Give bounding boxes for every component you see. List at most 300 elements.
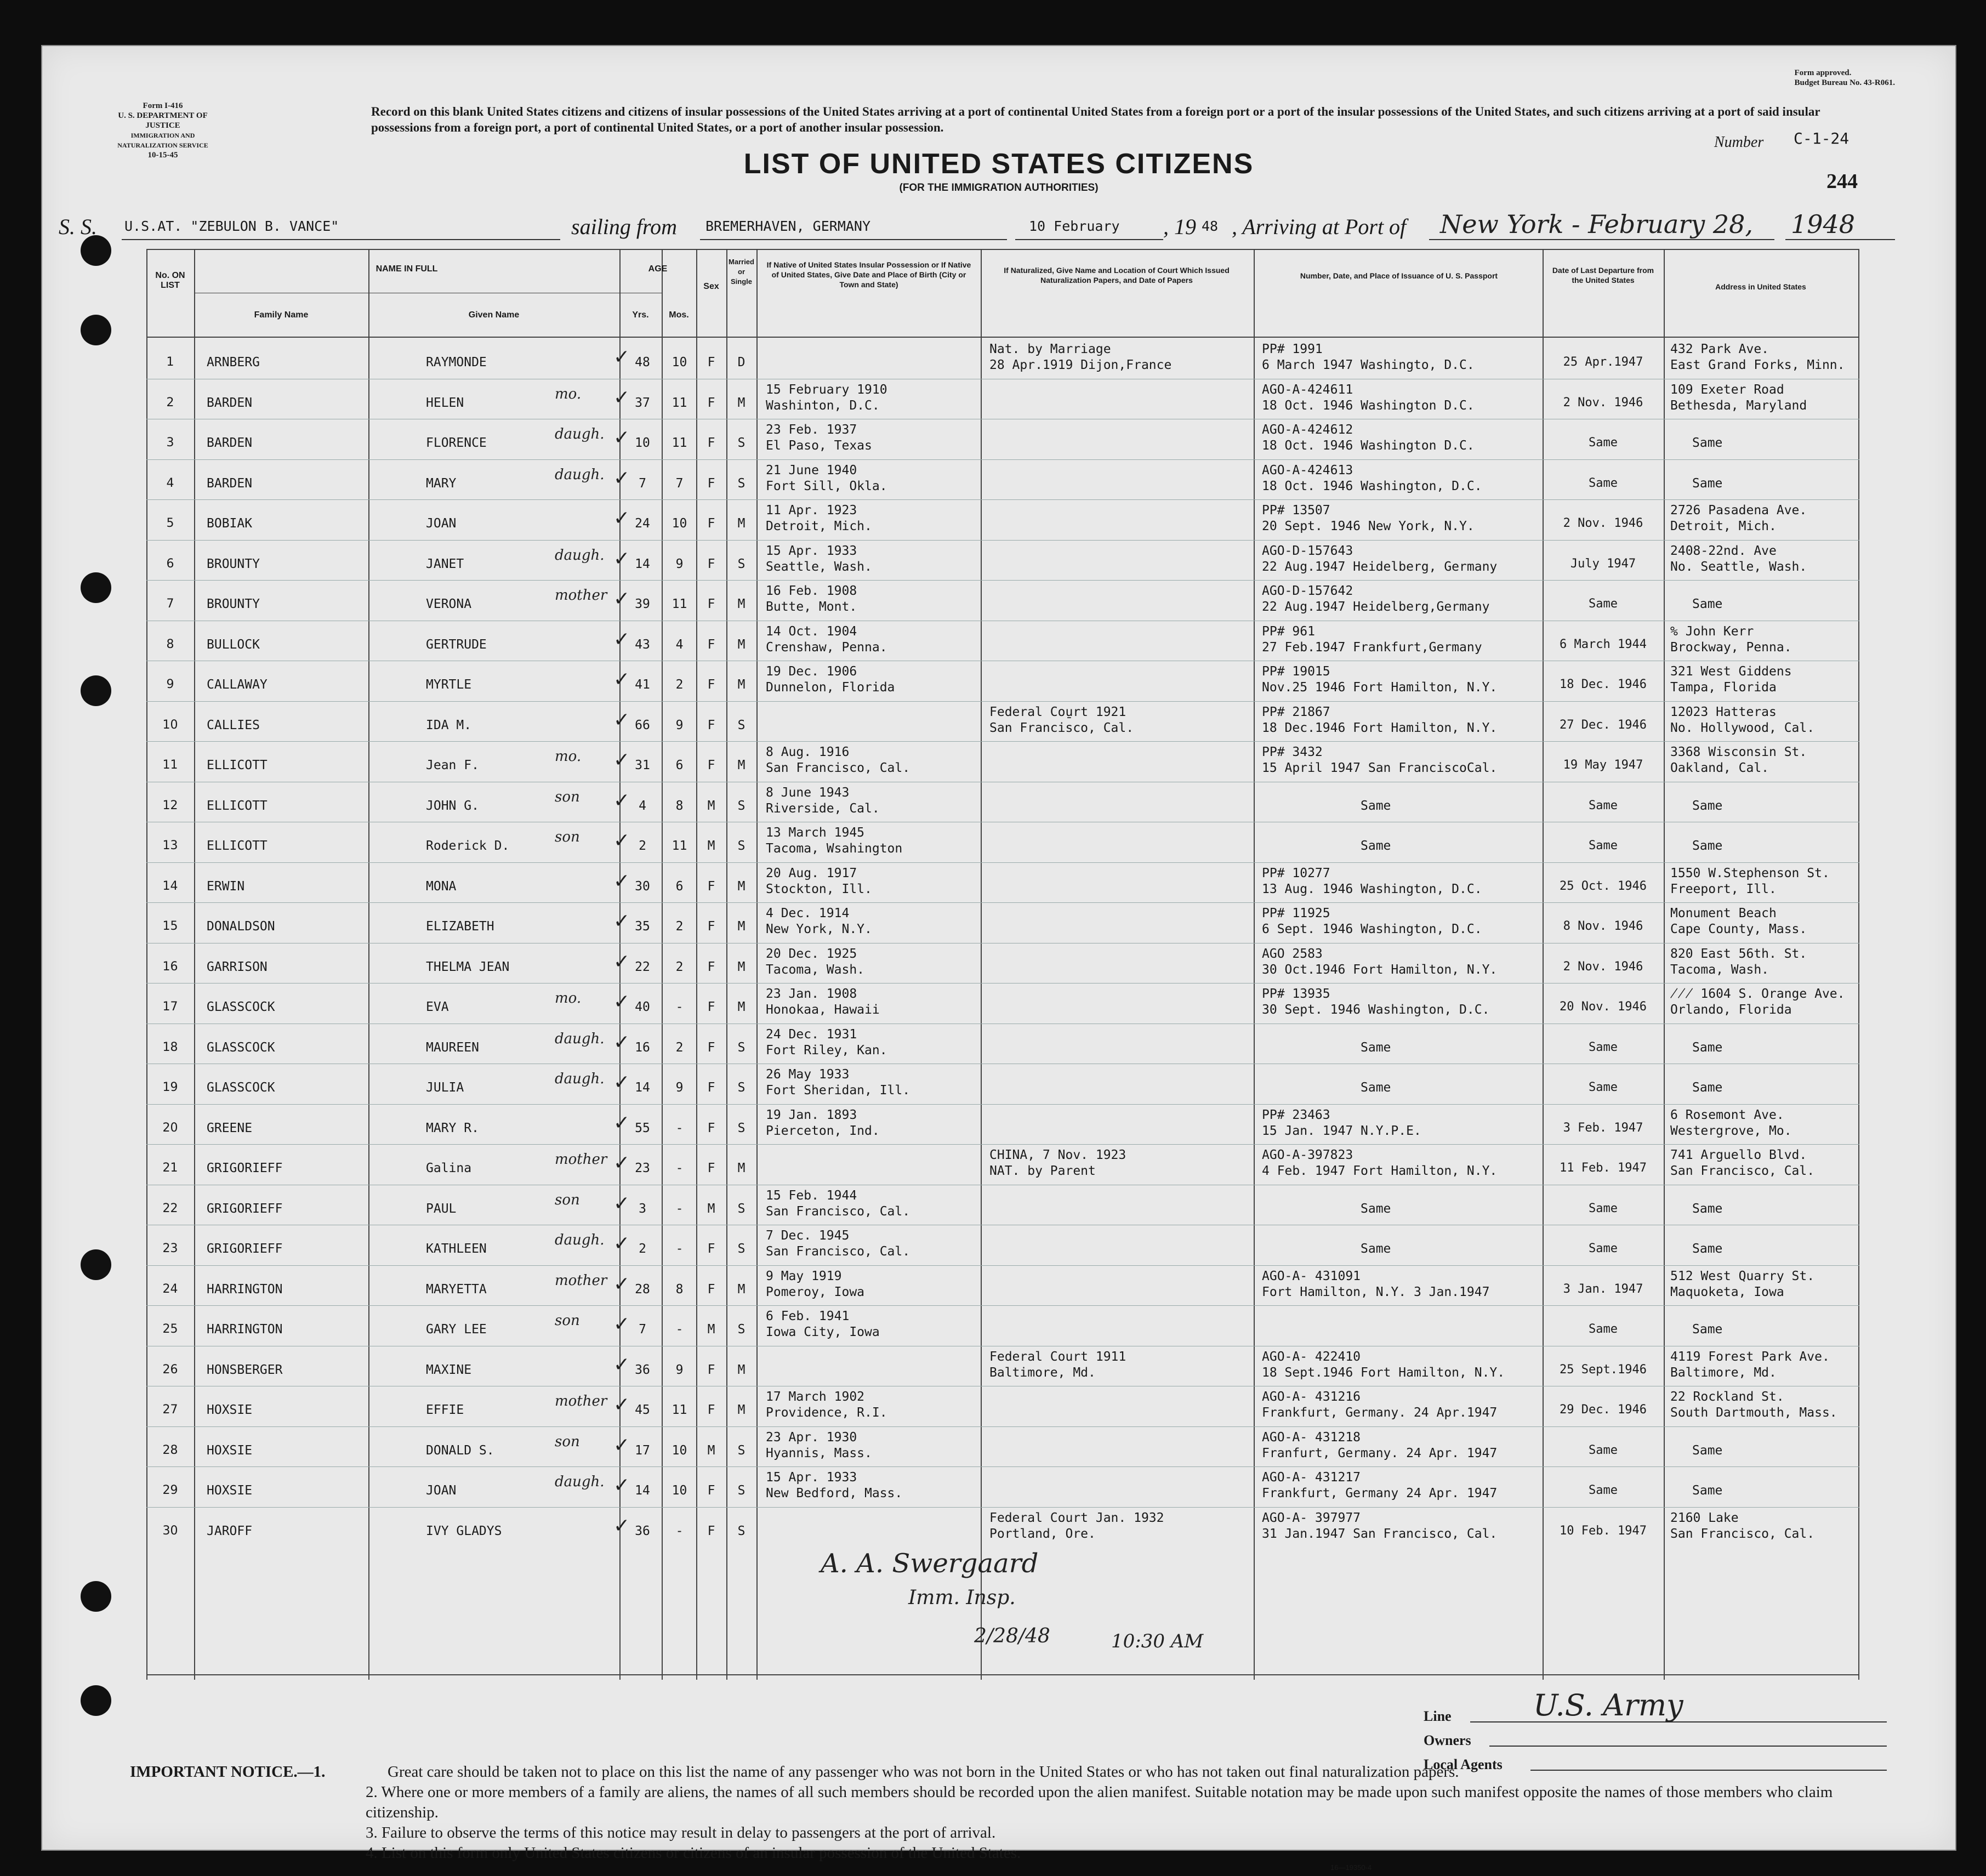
col-border: [368, 249, 369, 1680]
passport-issue: 4 Feb. 1947 Fort Hamilton, N.Y.: [1262, 1164, 1498, 1178]
page-subtitle: (FOR THE IMMIGRATION AUTHORITIES): [899, 182, 1099, 194]
birth-place: Crenshaw, Penna.: [766, 640, 887, 655]
birth-date: 8 June 1943: [766, 785, 850, 800]
address-line-1: 512 West Quarry St.: [1670, 1269, 1815, 1283]
address-same: Same: [1692, 436, 1723, 450]
year-underline: [1785, 239, 1895, 240]
arriving-label: , Arriving at Port of: [1232, 214, 1407, 239]
page-number: 244: [1826, 170, 1858, 193]
header-address: Address in United States: [1715, 282, 1806, 291]
family-name: HARRINGTON: [207, 1322, 283, 1337]
given-name: Galina: [426, 1161, 472, 1175]
address-line-2: East Grand Forks, Minn.: [1670, 358, 1845, 372]
address-line-1: Monument Beach: [1670, 906, 1777, 920]
age-years: 43: [635, 637, 650, 652]
birth-date: 13 March 1945: [766, 826, 865, 840]
family-name: GLASSCOCK: [207, 1040, 275, 1055]
departure-date: 2 Nov. 1946: [1563, 516, 1643, 530]
sex: F: [707, 476, 715, 491]
year-prefix: , 19: [1163, 214, 1196, 239]
notice-item-4: 4. List on this form only United States citizens or citizens of an insular possession of the United States.: [366, 1844, 1021, 1862]
punch-hole: [81, 1249, 111, 1280]
age-years: 66: [635, 718, 650, 732]
table-border: [146, 249, 1859, 250]
form-date: 10-15-45: [147, 151, 178, 160]
row-rule: [146, 1426, 1859, 1427]
sex: M: [707, 1322, 715, 1337]
given-name: JOHN G.: [426, 798, 479, 813]
family-name: DONALDSON: [207, 919, 275, 934]
sex: F: [707, 879, 715, 894]
row-number: 1: [166, 355, 174, 369]
birth-date: 6 Feb. 1941: [766, 1309, 850, 1323]
given-name: EVA: [426, 1000, 449, 1014]
header-departure: Date of Last Departure from the United States: [1552, 266, 1654, 285]
check-mark: ✓: [613, 1111, 630, 1134]
age-months: 9: [675, 1362, 684, 1377]
birth-date: 16 Feb. 1908: [766, 584, 857, 598]
age-years: 55: [635, 1121, 650, 1135]
age-months: -: [675, 1121, 684, 1135]
address-same: Same: [1692, 1201, 1723, 1216]
row-number: 12: [162, 798, 178, 812]
age-months: -: [675, 1161, 684, 1175]
header-married: Married or Single: [729, 258, 754, 286]
age-years: 39: [635, 597, 650, 611]
family-name: GREENE: [207, 1121, 253, 1135]
relation-note: mo.: [555, 990, 582, 1007]
passport-number: AGO-A- 431091: [1262, 1269, 1361, 1283]
birth-date: 24 Dec. 1931: [766, 1027, 857, 1042]
family-name: GRIGORIEFF: [207, 1161, 283, 1175]
age-months: 8: [675, 798, 684, 813]
row-number: 20: [162, 1121, 178, 1135]
check-mark: ✓: [613, 1031, 630, 1054]
age-years: 36: [635, 1523, 650, 1538]
notice-item-2: 2. Where one or more members of a family are aliens, the names of all such members should be recorded upon the alien manifest. Suitable notation may be made upon such manifest opposite the names of those members who claim citizenship.: [366, 1783, 1833, 1821]
departure-date: Same: [1589, 1322, 1618, 1336]
row-rule: [146, 499, 1859, 500]
passport-issue: 13 Aug. 1946 Washington, D.C.: [1262, 882, 1482, 896]
age-months: 9: [675, 556, 684, 571]
passport-issue: 30 Oct.1946 Fort Hamilton, N.Y.: [1262, 962, 1498, 977]
naturalization-court: Federal Cou̱rt 1921: [989, 704, 1126, 719]
sex: F: [707, 1403, 715, 1417]
family-name: BOBIAK: [207, 516, 253, 531]
given-name: IDA M.: [426, 718, 472, 732]
age-years: 17: [635, 1443, 650, 1458]
marital-status: M: [737, 395, 746, 410]
header-sex: Sex: [703, 282, 719, 291]
budget-bureau: Budget Bureau No. 43-R061.: [1794, 78, 1895, 87]
header-naturalized: If Naturalized, Give Name and Location of Court Which Issued Naturalization Papers, and Date of Papers: [1004, 266, 1230, 285]
sex: F: [707, 1362, 715, 1377]
birth-date: 17 March 1902: [766, 1390, 865, 1404]
family-name: CALLAWAY: [207, 678, 268, 692]
departure-date: Same: [1589, 1201, 1618, 1215]
age-months: 4: [675, 637, 684, 652]
passport-issue: 18 Oct. 1946 Washington D.C.: [1262, 439, 1475, 453]
departure-date: Same: [1589, 1081, 1618, 1094]
naturalization-court: CHINA, 7 Nov. 1923: [989, 1148, 1126, 1162]
sex: F: [707, 395, 715, 410]
sex: F: [707, 1523, 715, 1538]
notice-item-3: 3. Failure to observe the terms of this notice may result in delay to passengers at the port of arrival.: [366, 1824, 996, 1841]
given-name: JULIA: [426, 1081, 464, 1095]
passport-issue: Nov.25 1946 Fort Hamilton, N.Y.: [1262, 680, 1498, 695]
address-line-2: Westergrove, Mo.: [1670, 1123, 1792, 1138]
passport-issue: Frankfurt, Germany 24 Apr. 1947: [1262, 1486, 1498, 1500]
sex: F: [707, 436, 715, 450]
birth-date: 15 Apr. 1933: [766, 543, 857, 558]
birth-place: Tacoma, Wash.: [766, 962, 865, 977]
passport-issue: 22 Aug.1947 Heidelberg,Germany: [1262, 600, 1490, 614]
passport-same: Same: [1361, 1081, 1391, 1095]
marital-status: S: [737, 1081, 746, 1095]
sailing-date: 10 February: [1029, 218, 1120, 234]
birth-place: Honokaa, Hawaii: [766, 1003, 880, 1017]
given-name: RAYMONDE: [426, 355, 487, 369]
age-years: 35: [635, 919, 650, 934]
age-years: 14: [635, 556, 650, 571]
col-border: [1664, 249, 1665, 1680]
family-name: BULLOCK: [207, 637, 260, 652]
birth-date: 11 Apr. 1923: [766, 503, 857, 518]
check-mark: ✓: [613, 628, 630, 651]
age-months: 9: [675, 718, 684, 732]
row-number: 21: [162, 1161, 178, 1175]
birth-place: Seattle, Wash.: [766, 559, 872, 574]
relation-note: daugh.: [555, 1474, 605, 1490]
check-mark: ✓: [613, 708, 630, 731]
birth-date: 21 June 1940: [766, 463, 857, 477]
inspector-signature: A. A. Swergaard: [821, 1548, 1039, 1579]
sex: F: [707, 556, 715, 571]
family-name: GRIGORIEFF: [207, 1242, 283, 1256]
marital-status: M: [737, 637, 746, 652]
row-number: 4: [166, 476, 174, 490]
given-name: MARY R.: [426, 1121, 479, 1135]
passport-number: PP# 19015: [1262, 664, 1330, 679]
age-years: 41: [635, 678, 650, 692]
passport-issue: 18 Dec.1946 Fort Hamilton, N.Y.: [1262, 720, 1498, 735]
birth-date: 23 Apr. 1930: [766, 1430, 857, 1445]
birth-date: 9 May 1919: [766, 1269, 842, 1283]
address-same: Same: [1692, 798, 1723, 813]
age-months: 6: [675, 758, 684, 772]
address-line-1: 2160 Lake: [1670, 1510, 1739, 1525]
address-same: Same: [1692, 476, 1723, 491]
family-name: GRIGORIEFF: [207, 1201, 283, 1216]
birth-place: Fort Sheridan, Ill.: [766, 1083, 911, 1098]
age-months: 2: [675, 919, 684, 934]
birth-place: Fort Riley, Kan.: [766, 1043, 887, 1058]
address-line-1: 2408-22nd. Ave: [1670, 543, 1777, 558]
form-approval: [1795, 68, 1896, 88]
row-rule: [146, 459, 1859, 460]
relation-note: son: [555, 1433, 580, 1450]
punch-hole: [81, 572, 111, 603]
given-name: MARYETTA: [426, 1282, 487, 1297]
sex: F: [707, 516, 715, 531]
departure-date: 8 Nov. 1946: [1563, 919, 1643, 933]
age-months: 10: [672, 1443, 687, 1458]
departure-date: 25 Sept.1946: [1560, 1362, 1647, 1377]
row-rule: [146, 741, 1859, 742]
port-underline: [700, 239, 1007, 240]
marital-status: S: [737, 476, 746, 491]
family-name: HOXSIE: [207, 1443, 253, 1458]
row-number: 23: [162, 1242, 178, 1255]
age-months: 11: [672, 839, 687, 853]
age-years: 31: [635, 758, 650, 772]
age-months: -: [675, 1000, 684, 1014]
header-age: AGE: [648, 264, 668, 274]
family-name: HOXSIE: [207, 1483, 253, 1498]
sex: F: [707, 718, 715, 732]
address-line-1: 3368 Wisconsin St.: [1670, 745, 1807, 759]
service: IMMIGRATION AND NATURALIZATION SERVICE: [117, 132, 208, 149]
address-line-2: Tampa, Florida: [1670, 680, 1777, 695]
department: U. S. DEPARTMENT OF JUSTICE: [118, 111, 208, 130]
family-name: ELLICOTT: [207, 758, 268, 772]
address-line-1: ̸̸̸ 1604 S. Orange Ave.: [1670, 987, 1845, 1001]
departure-date: 20 Nov. 1946: [1560, 1000, 1647, 1014]
family-name: BARDEN: [207, 395, 253, 410]
row-rule: [146, 540, 1859, 541]
age-years: 28: [635, 1282, 650, 1297]
row-number: 18: [162, 1040, 178, 1054]
check-mark: ✓: [613, 869, 630, 892]
departure-date: Same: [1589, 798, 1618, 812]
inspection-time: 10:30 AM: [1111, 1630, 1204, 1652]
row-number: 17: [162, 1000, 178, 1014]
given-name: THELMA JEAN: [426, 959, 510, 974]
marital-status: M: [737, 1000, 746, 1014]
row-number: 24: [162, 1282, 178, 1296]
check-mark: ✓: [613, 346, 630, 368]
age-years: 16: [635, 1040, 650, 1055]
sex: F: [707, 597, 715, 611]
address-line-2: Cape County, Mass.: [1670, 922, 1807, 936]
page-title: LIST OF UNITED STATES CITIZENS: [743, 148, 1254, 180]
row-number: 8: [166, 637, 174, 651]
marital-status: S: [737, 1483, 746, 1498]
birth-date: 4 Dec. 1914: [766, 906, 850, 920]
passport-same: Same: [1361, 839, 1391, 853]
sex: F: [707, 678, 715, 692]
line-label: Line: [1424, 1708, 1452, 1724]
birth-place: Dunnelon, Florida: [766, 680, 895, 695]
owners-label: Owners: [1424, 1732, 1471, 1748]
check-mark: ✓: [613, 668, 630, 691]
check-mark: ✓: [613, 1313, 630, 1335]
family-name: BARDEN: [207, 436, 253, 450]
passport-number: PP# 11925: [1262, 906, 1330, 920]
relation-note: son: [555, 1191, 580, 1208]
address-line-2: No. Hollywood, Cal.: [1670, 720, 1815, 735]
marital-status: S: [737, 556, 746, 571]
sex: F: [707, 959, 715, 974]
family-name: BROUNTY: [207, 556, 260, 571]
address-same: Same: [1692, 597, 1723, 611]
print-code: 16—19350-4: [1330, 1863, 1372, 1872]
birth-date: 26 May 1933: [766, 1067, 850, 1082]
departure-date: 2 Nov. 1946: [1563, 395, 1643, 410]
relation-note: mo.: [555, 385, 582, 402]
naturalization-court: Federal Court 1911: [989, 1349, 1126, 1364]
sex: M: [707, 798, 715, 813]
sex: F: [707, 1000, 715, 1014]
birth-date: 15 Apr. 1933: [766, 1470, 857, 1485]
passport-issue: Frankfurt, Germany. 24 Apr.1947: [1262, 1406, 1498, 1420]
notice-lead: IMPORTANT NOTICE.—1.: [130, 1763, 326, 1781]
row-rule: [146, 902, 1859, 903]
address-line-2: Oakland, Cal.: [1670, 761, 1769, 775]
passport-issue: 30 Sept. 1946 Washington, D.C.: [1262, 1003, 1490, 1017]
passport-issue: 6 March 1947 Washingto, D.C.: [1262, 358, 1475, 372]
check-mark: ✓: [613, 507, 630, 530]
sex: M: [707, 1443, 715, 1458]
check-mark: ✓: [613, 1272, 630, 1295]
age-months: 2: [675, 1040, 684, 1055]
family-name: GLASSCOCK: [207, 1081, 275, 1095]
age-months: 2: [675, 959, 684, 974]
departure-date: 25 Oct. 1946: [1560, 879, 1647, 893]
check-mark: ✓: [613, 789, 630, 812]
family-name: ELLICOTT: [207, 839, 268, 853]
row-rule: [146, 1466, 1859, 1467]
given-name: FLORENCE: [426, 436, 487, 450]
departure-date: 29 Dec. 1946: [1560, 1403, 1647, 1417]
address-line-2: Bethesda, Maryland: [1670, 398, 1807, 413]
naturalization-court: Federal Court Jan. 1932: [989, 1510, 1164, 1525]
address-line-1: % John Kerr: [1670, 624, 1754, 639]
sex: M: [707, 839, 715, 853]
departure-date: 25 Apr.1947: [1563, 355, 1643, 369]
age-months: 11: [672, 597, 687, 611]
passport-number: AGO-A-424611: [1262, 382, 1353, 397]
row-number: 5: [166, 516, 174, 530]
birth-place: Hyannis, Mass.: [766, 1446, 872, 1460]
check-mark: ✓: [613, 386, 630, 409]
marital-status: M: [737, 959, 746, 974]
age-months: -: [675, 1201, 684, 1216]
birth-place: Pomeroy, Iowa: [766, 1284, 865, 1299]
family-name: CALLIES: [207, 718, 260, 732]
sex: F: [707, 1040, 715, 1055]
number-value: C-1-24: [1794, 129, 1850, 147]
passport-number: AGO-D-157642: [1262, 584, 1353, 598]
given-name: DONALD S.: [426, 1443, 494, 1458]
age-months: 9: [675, 1081, 684, 1095]
marital-status: M: [737, 879, 746, 894]
passport-number: PP# 23463: [1262, 1107, 1330, 1122]
passport-number: AGO-A- 422410: [1262, 1349, 1361, 1364]
sex: F: [707, 1242, 715, 1256]
age-months: 11: [672, 436, 687, 450]
birth-place: Butte, Mont.: [766, 600, 857, 614]
address-line-2: No. Seattle, Wash.: [1670, 559, 1807, 574]
notice-item-1: Great care should be taken not to place on this list the name of any passenger who was not born in the United States or who has not taken out final naturalization papers.: [388, 1763, 1459, 1781]
row-number: 13: [162, 839, 178, 852]
departure-date: 2 Nov. 1946: [1563, 959, 1643, 974]
departure-date: 6 March 1944: [1560, 637, 1647, 651]
birth-date: 19 Dec. 1906: [766, 664, 857, 679]
naturalization-detail: Baltimore, Md.: [989, 1365, 1096, 1380]
passport-issue: Franfurt, Germany. 24 Apr. 1947: [1262, 1446, 1498, 1460]
arrival-underline: [1429, 239, 1774, 240]
marital-status: S: [737, 436, 746, 450]
birth-place: El Paso, Texas: [766, 439, 872, 453]
address-same: Same: [1692, 1081, 1723, 1095]
col-border: [981, 249, 982, 1680]
check-mark: ✓: [613, 1152, 630, 1174]
relation-note: daugh.: [555, 466, 605, 483]
header-family: Family Name: [254, 310, 309, 320]
address-line-1: 820 East 56th. St.: [1670, 946, 1807, 961]
address-line-1: 2726 Pasadena Ave.: [1670, 503, 1807, 518]
departure-date: Same: [1589, 597, 1618, 611]
owners-underline: [1489, 1746, 1887, 1747]
age-months: -: [675, 1523, 684, 1538]
age-years: 30: [635, 879, 650, 894]
birth-date: 20 Dec. 1925: [766, 946, 857, 961]
given-name: VERONA: [426, 597, 472, 611]
passport-number: AGO-A-424613: [1262, 463, 1353, 477]
family-name: GARRISON: [207, 959, 268, 974]
age-years: 3: [639, 1201, 646, 1216]
address-line-1: 12023 Hatteras: [1670, 704, 1777, 719]
address-line-2: San Francisco, Cal.: [1670, 1526, 1815, 1541]
given-name: Jean F.: [426, 758, 479, 772]
check-mark: ✓: [613, 467, 630, 490]
address-line-1: 432 Park Ave.: [1670, 342, 1769, 356]
birth-place: San Francisco, Cal.: [766, 761, 911, 775]
naturalization-detail: 28 Apr.1919 Dijon,France: [989, 358, 1172, 372]
form-number: Form I-416: [143, 101, 183, 110]
birth-date: 15 Feb. 1944: [766, 1188, 857, 1203]
sex: F: [707, 1483, 715, 1498]
row-number: 15: [162, 919, 178, 933]
row-rule: [146, 983, 1859, 984]
departure-date: 3 Feb. 1947: [1563, 1121, 1643, 1135]
row-rule: [146, 701, 1859, 702]
ship-name: U.S.AT. "ZEBULON B. VANCE": [124, 218, 339, 234]
ss-label: S. S.: [59, 214, 97, 239]
check-mark: ✓: [613, 1434, 630, 1457]
row-rule: [146, 1265, 1859, 1266]
passport-issue: 6 Sept. 1946 Washington, D.C.: [1262, 922, 1482, 936]
row-number: 2: [166, 395, 174, 410]
header-no: No. ON LIST: [155, 271, 185, 290]
age-years: 10: [635, 436, 650, 450]
birth-place: Tacoma, Wsahington: [766, 842, 903, 856]
relation-note: daugh.: [555, 547, 605, 564]
number-label: Number: [1714, 134, 1764, 151]
given-name: JANET: [426, 556, 464, 571]
departure-date: 11 Feb. 1947: [1560, 1161, 1647, 1175]
marital-status: S: [737, 1523, 746, 1538]
birth-date: 8 Aug. 1916: [766, 745, 850, 759]
row-number: 7: [166, 597, 174, 611]
address-same: Same: [1692, 1322, 1723, 1337]
birth-date: 23 Feb. 1937: [766, 423, 857, 437]
marital-status: M: [737, 919, 746, 934]
age-years: 2: [639, 839, 646, 853]
birth-date: 14 Oct. 1904: [766, 624, 857, 639]
birth-place: New Bedford, Mass.: [766, 1486, 903, 1500]
